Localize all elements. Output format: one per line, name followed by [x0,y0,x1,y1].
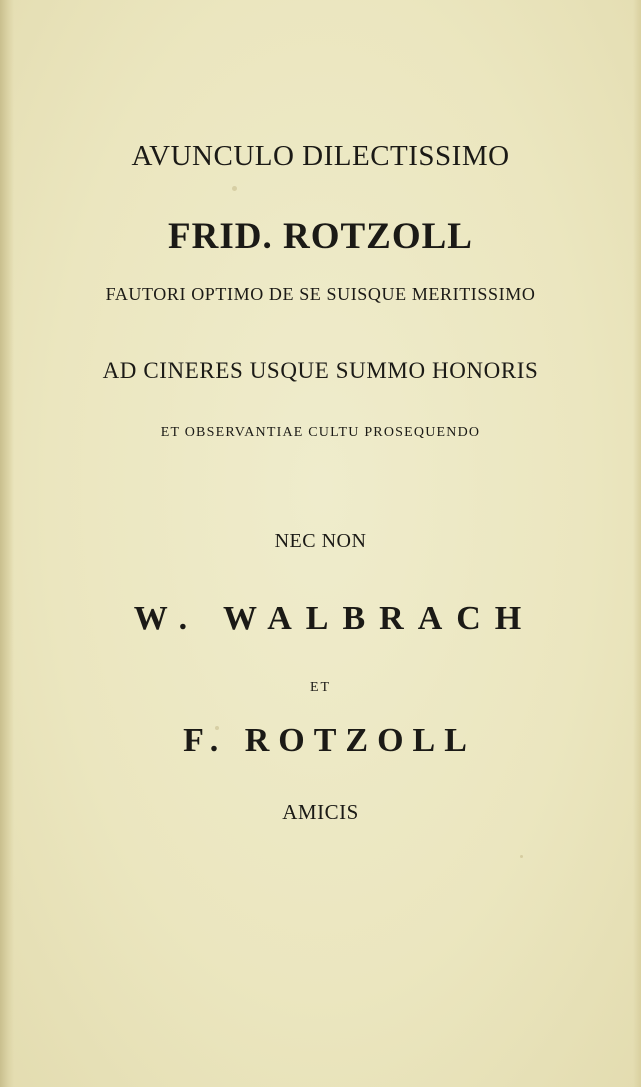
dedication-line-nec-non: NEC NON [274,530,367,552]
paper-spot [520,855,523,858]
dedication-line-et: ET [309,680,332,695]
dedication-line-amicis: AMICIS [282,800,359,824]
dedication-line-fautori: FAUTORI OPTIMO DE SE SUISQUE MERITISSIMO [105,284,536,304]
dedication-name-frid-rotzoll: FRID. ROTZOLL [168,216,473,257]
dedication-line-ad-cineres: AD CINERES USQUE SUMMO HONORIS [102,358,539,383]
paper-spot [232,186,237,191]
dedication-name-f-rotzoll: F. ROTZOLL [183,722,476,759]
dedication-line-avunculo: AVUNCULO DILECTISSIMO [131,140,510,172]
dedication-name-w-walbrach: W. WALBRACH [133,600,536,637]
dedication-line-et-observantiae: ET OBSERVANTIAE CULTU PROSEQUENDO [160,425,481,440]
